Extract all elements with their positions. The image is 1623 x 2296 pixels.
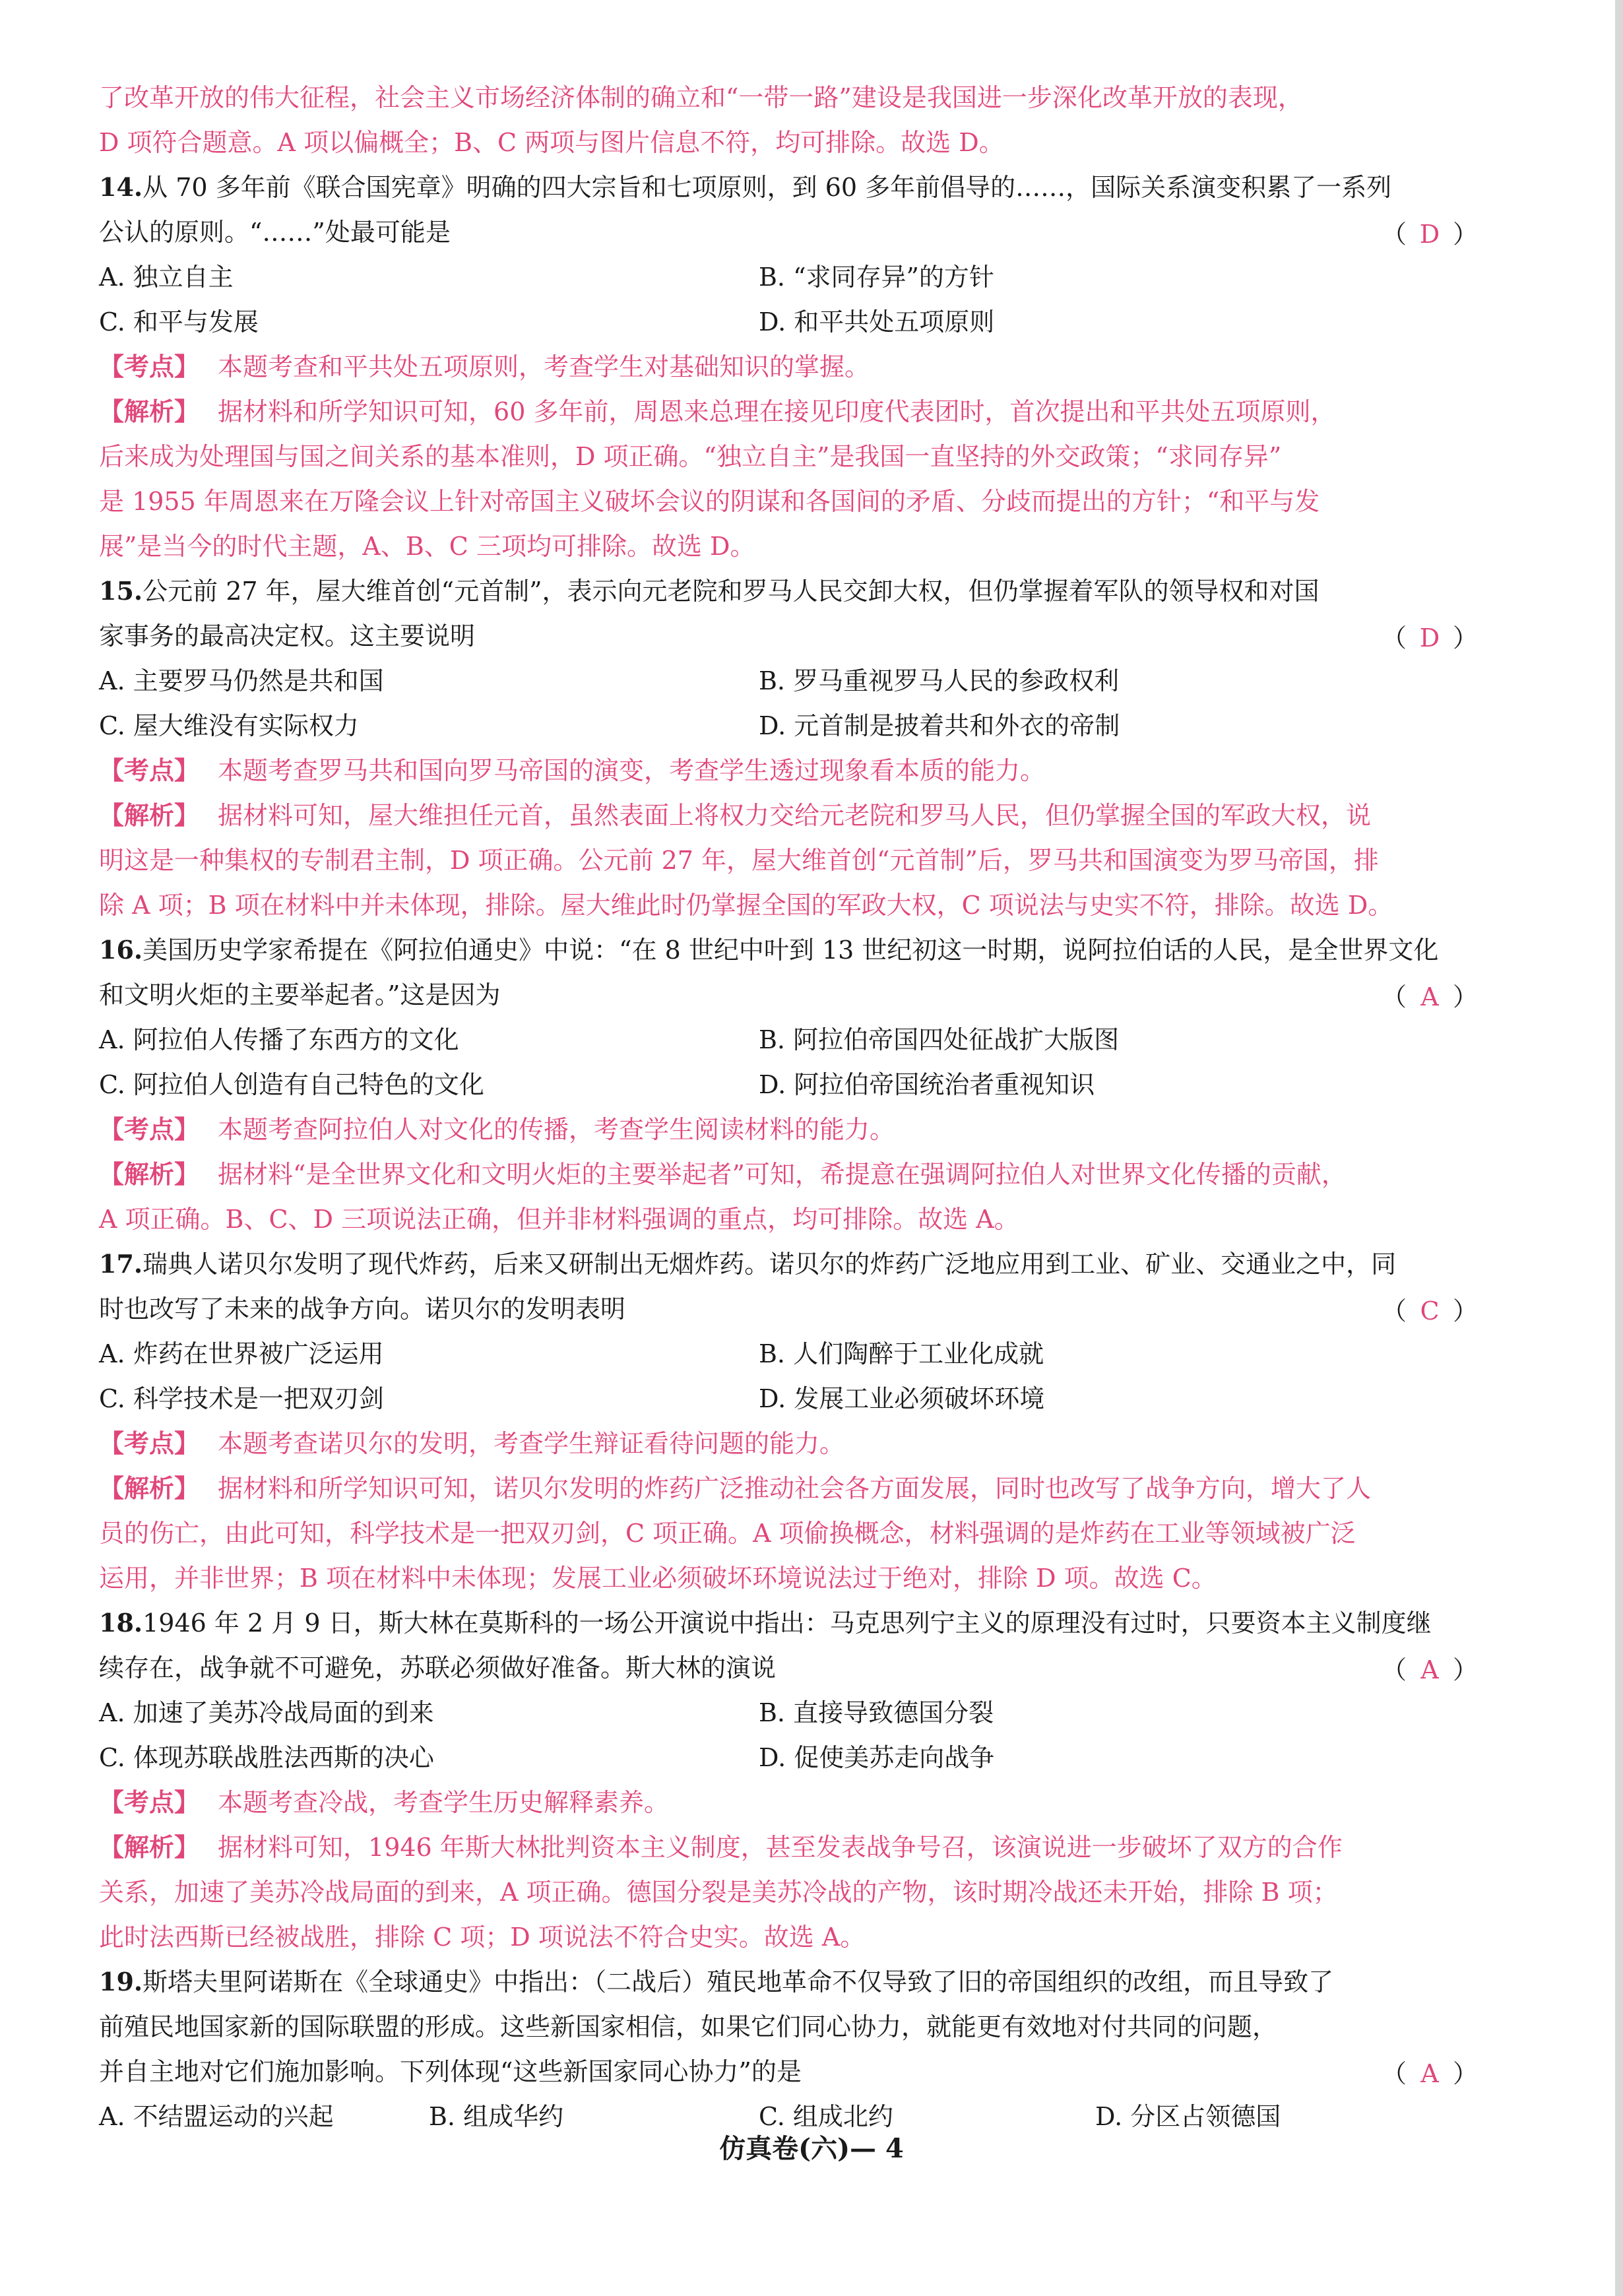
question-16-stem-1: 16.美国历史学家希提在《阿拉伯通史》中说：“在 8 世纪中叶到 13 世纪初这一时期，说阿拉伯话的人民，是全世界文化	[99, 935, 1439, 965]
question-14-jiexi-2: 后来成为处理国与国之间关系的基本准则，D 项正确。“独立自主”是我国一直坚持的外交政策；“求同存异”	[99, 442, 1282, 471]
intro-line-1: 了改革开放的伟大征程，社会主义市场经济体制的确立和“一带一路”建设是我国进一步深化改革开放的表现，	[99, 83, 1303, 112]
question-18-option-a: A. 加速了美苏冷战局面的到来	[99, 1698, 434, 1727]
question-18-jiexi-2: 关系，加速了美苏冷战局面的到来，A 项正确。德国分裂是美苏冷战的产物，该时期冷战还未开始，排除 B 项；	[99, 1878, 1338, 1907]
intro-line-2: D 项符合题意。A 项以偏概全；B、C 两项与图片信息不符，均可排除。故选 D。	[99, 128, 1004, 157]
question-19-option-d: D. 分区占领德国	[1095, 2102, 1281, 2131]
question-14-answer: （ D ）	[1381, 220, 1478, 249]
question-18-option-d: D. 促使美苏走向战争	[759, 1743, 995, 1772]
page-edge-shadow	[1615, 0, 1623, 2296]
question-15-answer: （ D ）	[1381, 623, 1478, 653]
question-18-option-b: B. 直接导致德国分裂	[759, 1698, 994, 1727]
question-19-option-b: B. 组成华约	[429, 2102, 564, 2131]
question-18-stem-1: 18.1946 年 2 月 9 日，斯大林在莫斯科的一场公开演说中指出：马克思列宁主义的原理没有过时，只要资本主义制度继	[99, 1608, 1432, 1638]
question-14-stem-1: 14.从 70 多年前《联合国宪章》明确的四大宗旨和七项原则，到 60 多年前倡导的……，国际关系演变积累了一系列	[99, 172, 1392, 202]
question-17-stem-1: 17.瑞典人诺贝尔发明了现代炸药，后来又研制出无烟炸药。诺贝尔的炸药广泛地应用到工业、矿业、交通业之中，同	[99, 1249, 1397, 1279]
question-16-option-d: D. 阿拉伯帝国统治者重视知识	[759, 1070, 1095, 1099]
question-17-jiexi-3: 运用，并非世界；B 项在材料中未体现；发展工业必须破坏环境说法过于绝对，排除 D 项。故选 C。	[99, 1564, 1217, 1593]
question-14-jiexi-1: 【解析】 据材料和所学知识可知，60 多年前，周恩来总理在接见印度代表团时，首次提出和平共处五项原则，	[99, 397, 1336, 426]
question-18-stem-2: 续存在，战争就不可避免，苏联必须做好准备。斯大林的演说	[99, 1653, 777, 1682]
question-16-jiexi-2: A 项正确。B、C、D 三项说法正确，但并非材料强调的重点，均可排除。故选 A。	[99, 1205, 1019, 1234]
question-17-answer: （ C ）	[1381, 1296, 1478, 1325]
question-15-jiexi-1: 【解析】 据材料可知，屋大维担任元首，虽然表面上将权力交给元老院和罗马人民，但仍掌握全国的军政大权，说	[99, 800, 1372, 830]
question-18-kaodian: 【考点】 本题考查冷战，考查学生历史解释素养。	[99, 1787, 670, 1817]
question-19-stem-2: 前殖民地国家新的国际联盟的形成。这些新国家相信，如果它们同心协力，就能更有效地对付共同的问题，	[99, 2012, 1278, 2041]
question-14-jiexi-4: 展”是当今的时代主题，A、B、C 三项均可排除。故选 D。	[99, 532, 755, 561]
question-18-jiexi-3: 此时法西斯已经被战胜，排除 C 项；D 项说法不符合史实。故选 A。	[99, 1923, 866, 1952]
question-16-answer: （ A ）	[1381, 982, 1478, 1011]
page-footer: 仿真卷(六)— 4	[719, 2133, 904, 2164]
question-19-option-c: C. 组成北约	[759, 2102, 893, 2131]
question-18-jiexi-1: 【解析】 据材料可知，1946 年斯大林批判资本主义制度，甚至发表战争号召，该演说进一步破坏了双方的合作	[99, 1832, 1343, 1862]
question-14-jiexi-3: 是 1955 年周恩来在万隆会议上针对帝国主义破坏会议的阴谋和各国间的矛盾、分歧而提出的方针；“和平与发	[99, 487, 1320, 516]
question-17-kaodian: 【考点】 本题考查诺贝尔的发明，考查学生辩证看待问题的能力。	[99, 1428, 845, 1458]
question-16-option-b: B. 阿拉伯帝国四处征战扩大版图	[759, 1025, 1120, 1054]
question-15-kaodian: 【考点】 本题考查罗马共和国向罗马帝国的演变，考查学生透过现象看本质的能力。	[99, 755, 1046, 785]
question-17-option-b: B. 人们陶醉于工业化成就	[759, 1339, 1044, 1368]
question-16-jiexi-1: 【解析】 据材料“是全世界文化和文明火炬的主要举起者”可知，希提意在强调阿拉伯人对世界文化传播的贡献，	[99, 1159, 1347, 1189]
question-17-option-c: C. 科学技术是一把双刃剑	[99, 1384, 384, 1413]
question-14-option-a: A. 独立自主	[99, 263, 234, 292]
question-19-stem-3: 并自主地对它们施加影响。下列体现“这些新国家同心协力”的是	[99, 2057, 802, 2086]
question-15-option-b: B. 罗马重视罗马人民的参政权利	[759, 666, 1120, 695]
question-16-option-a: A. 阿拉伯人传播了东西方的文化	[99, 1025, 459, 1054]
question-16-option-c: C. 阿拉伯人创造有自己特色的文化	[99, 1070, 484, 1099]
question-15-option-d: D. 元首制是披着共和外衣的帝制	[759, 711, 1120, 740]
question-15-jiexi-3: 除 A 项；B 项在材料中并未体现，排除。屋大维此时仍掌握全国的军政大权，C 项说法与史实不符，排除。故选 D。	[99, 891, 1393, 920]
question-19-stem-1: 19.斯塔夫里阿诺斯在《全球通史》中指出：（二战后）殖民地革命不仅导致了旧的帝国组织的改组，而且导致了	[99, 1967, 1334, 1996]
question-14-option-d: D. 和平共处五项原则	[759, 307, 995, 336]
question-15-option-a: A. 主要罗马仍然是共和国	[99, 666, 384, 695]
question-19-option-a: A. 不结盟运动的兴起	[99, 2102, 334, 2131]
question-18-option-c: C. 体现苏联战胜法西斯的决心	[99, 1743, 434, 1772]
question-15-option-c: C. 屋大维没有实际权力	[99, 711, 359, 740]
question-15-stem-1: 15.公元前 27 年，屋大维首创“元首制”，表示向元老院和罗马人民交卸大权，但仍掌握着军队的领导权和对国	[99, 576, 1320, 606]
question-16-stem-2: 和文明火炬的主要举起者。”这是因为	[99, 980, 501, 1009]
question-17-option-d: D. 发展工业必须破坏环境	[759, 1384, 1045, 1413]
question-16-kaodian: 【考点】 本题考查阿拉伯人对文化的传播，考查学生阅读材料的能力。	[99, 1114, 895, 1144]
question-14-stem-2: 公认的原则。“……”处最可能是	[99, 218, 451, 247]
question-17-jiexi-1: 【解析】 据材料和所学知识可知，诺贝尔发明的炸药广泛推动社会各方面发展，同时也改写了战争方向，增大了人	[99, 1473, 1372, 1503]
question-15-jiexi-2: 明这是一种集权的专制君主制，D 项正确。公元前 27 年，屋大维首创“元首制”后，罗马共和国演变为罗马帝国，排	[99, 846, 1379, 875]
question-18-answer: （ A ）	[1381, 1655, 1478, 1684]
question-17-option-a: A. 炸药在世界被广泛运用	[99, 1339, 384, 1368]
question-15-stem-2: 家事务的最高决定权。这主要说明	[99, 622, 476, 651]
question-17-jiexi-2: 员的伤亡，由此可知，科学技术是一把双刃剑，C 项正确。A 项偷换概念，材料强调的是炸药在工业等领域被广泛	[99, 1519, 1356, 1548]
question-14-option-c: C. 和平与发展	[99, 307, 259, 336]
question-17-stem-2: 时也改写了未来的战争方向。诺贝尔的发明表明	[99, 1294, 626, 1323]
question-19-answer: （ A ）	[1381, 2059, 1478, 2088]
question-14-option-b: B. “求同存异”的方针	[759, 263, 994, 292]
question-14-kaodian: 【考点】 本题考查和平共处五项原则，考查学生对基础知识的掌握。	[99, 352, 870, 381]
